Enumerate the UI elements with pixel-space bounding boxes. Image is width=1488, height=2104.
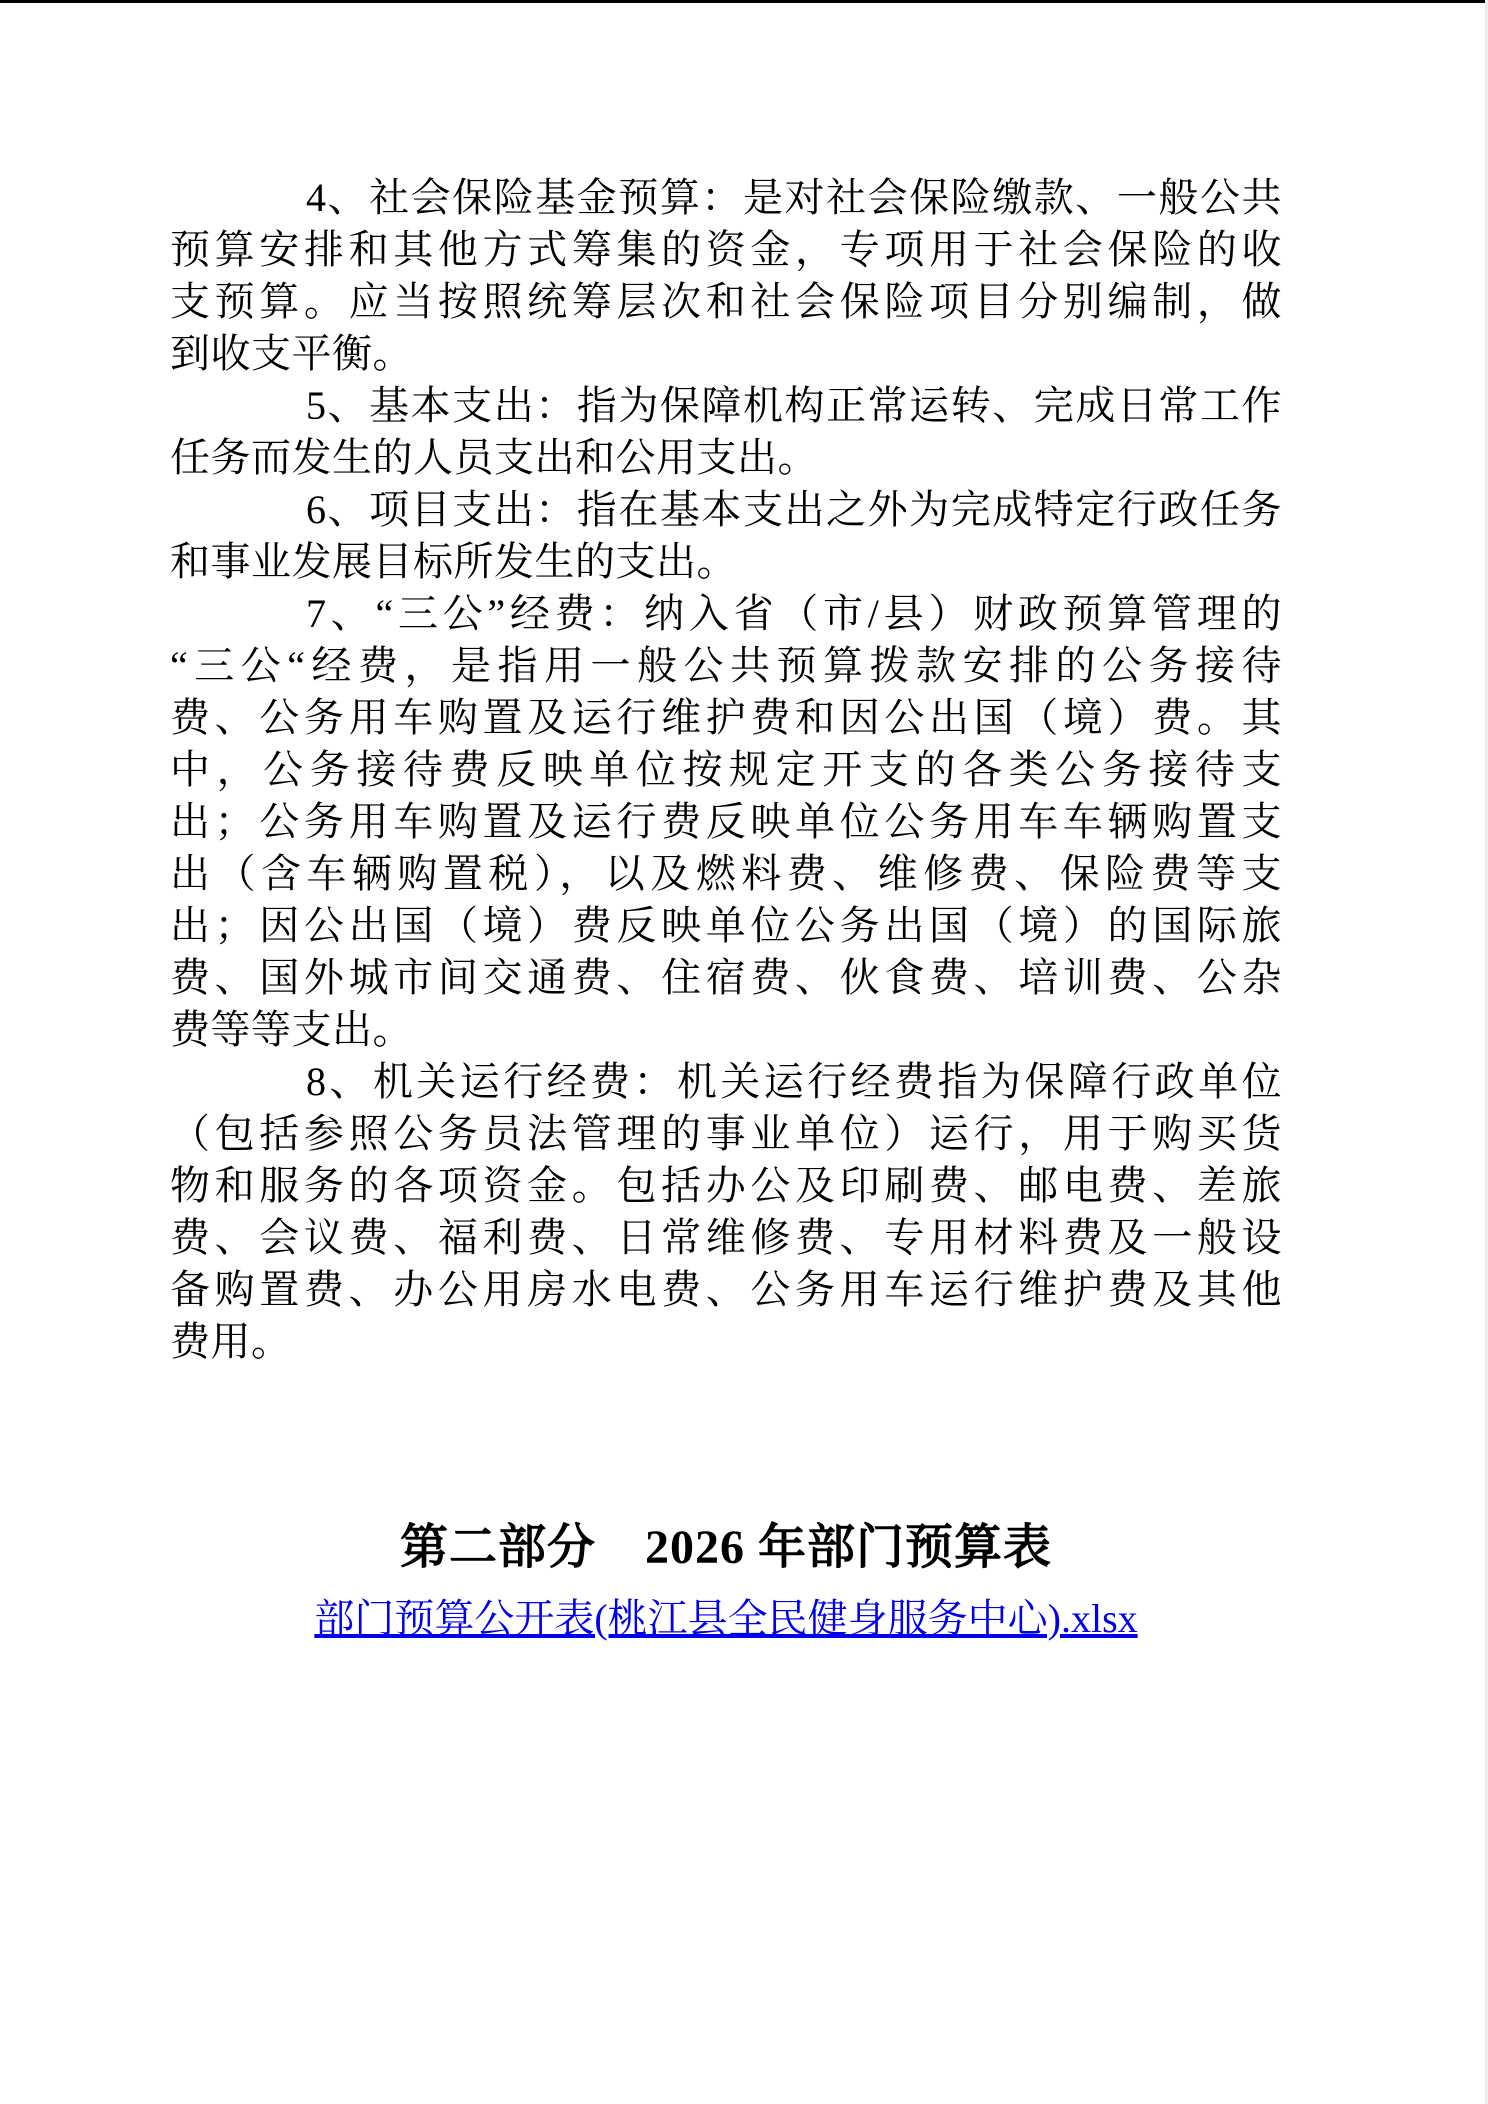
paragraph-line: 6、项目支出：指在基本支出之外为完成特定行政任务 — [306, 487, 1282, 532]
paragraph-line: 费等等支出。 — [170, 1007, 413, 1052]
paragraph-line: 中，公务接待费反映单位按规定开支的各类公务接待支 — [170, 747, 1282, 792]
paragraph-line: 5、基本支出：指为保障机构正常运转、完成日常工作 — [306, 383, 1282, 428]
paragraph-line: 出；公务用车购置及运行费反映单位公务用车车辆购置支 — [170, 799, 1282, 844]
paragraph-line: 和事业发展目标所发生的支出。 — [170, 539, 737, 584]
attachment-link[interactable]: 部门预算公开表(桃江县全民健身服务中心).xlsx — [314, 1596, 1138, 1641]
page-top-border — [0, 0, 1488, 3]
paragraph — [170, 1056, 1282, 1368]
paragraph — [170, 380, 1282, 484]
paragraph-line: 支预算。应当按照统筹层次和社会保险项目分别编制，做 — [170, 279, 1282, 324]
paragraph-line: “三公“经费，是指用一般公共预算拨款安排的公务接待 — [170, 643, 1282, 688]
paragraph-line: 8、机关运行经费：机关运行经费指为保障行政单位 — [306, 1059, 1282, 1104]
paragraph-line: 4、社会保险基金预算：是对社会保险缴款、一般公共 — [306, 175, 1282, 220]
paragraph-line: 出（含车辆购置税），以及燃料费、维修费、保险费等支 — [170, 851, 1282, 896]
paragraph-line: 预算安排和其他方式筹集的资金，专项用于社会保险的收 — [170, 227, 1282, 272]
paragraph-line: 费、会议费、福利费、日常维修费、专用材料费及一般设 — [170, 1215, 1282, 1260]
paragraph-line: （包括参照公务员法管理的事业单位）运行，用于购买货 — [170, 1111, 1282, 1156]
paragraph-line: 费用。 — [170, 1319, 292, 1364]
paragraph-line: 物和服务的各项资金。包括办公及印刷费、邮电费、差旅 — [170, 1163, 1282, 1208]
paragraph-line: 出；因公出国（境）费反映单位公务出国（境）的国际旅 — [170, 903, 1282, 948]
paragraph-line: 费、国外城市间交通费、住宿费、伙食费、培训费、公杂 — [170, 955, 1282, 1000]
paragraph-line: 任务而发生的人员支出和公用支出。 — [170, 435, 818, 480]
paragraph-line: 7、“三公”经费：纳入省（市/县）财政预算管理的 — [306, 591, 1282, 636]
paragraph — [170, 484, 1282, 588]
attachment-link-row — [170, 1592, 1282, 1646]
paragraph-line: 备购置费、办公用房水电费、公务用车运行维护费及其他 — [170, 1267, 1282, 1312]
paragraph — [170, 172, 1282, 380]
section-heading: 第二部分 2026 年部门预算表 — [399, 1521, 1052, 1574]
paragraph — [170, 588, 1282, 1056]
paragraph-line: 到收支平衡。 — [170, 331, 413, 376]
paragraph-line: 费、公务用车购置及运行维护费和因公出国（境）费。其 — [170, 695, 1282, 740]
text-column — [170, 172, 1282, 1368]
